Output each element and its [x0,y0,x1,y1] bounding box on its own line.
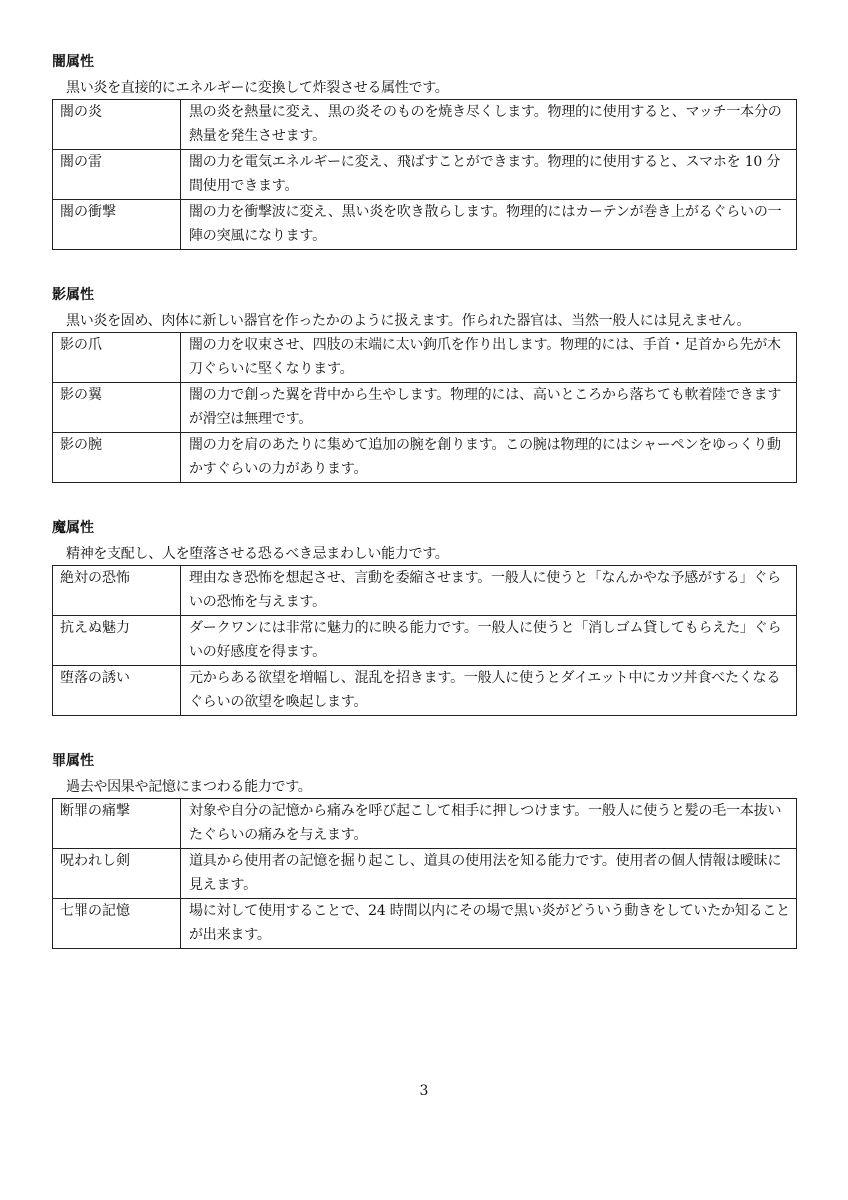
table-row [53,383,797,433]
ability-table [52,798,797,949]
ability-description: 闇の力を収束させ、四肢の末端に太い鉤爪を作り出します。物理的には、手首・足首から先が木刀ぐらいに堅くなります。 [181,333,797,383]
ability-description: 闇の力を電気エネルギーに変え、飛ばすことができます。物理的に使用すると、スマホを 10 分間使用できます。 [181,150,797,200]
ability-description: 対象や自分の記憶から痛みを呼び起こして相手に押しつけます。一般人に使うと髪の毛一本抜いたぐらいの痛みを与えます。 [181,799,797,849]
section-title: 魔属性 [52,520,94,536]
table-row [53,433,797,483]
ability-name: 闇の衝撃 [53,200,181,250]
table-row [53,150,797,200]
section-title: 罪属性 [52,753,94,769]
ability-name: 闇の雷 [53,150,181,200]
section-demon-attribute [52,519,797,716]
section-description: 黒い炎を固め、肉体に新しい器官を作ったかのように扱えます。作られた器官は、当然一般人には見えません。 [66,313,751,329]
ability-description: 道具から使用者の記憶を掘り起こし、道具の使用法を知る能力です。使用者の個人情報は曖昧に見えます。 [181,849,797,899]
section-dark-attribute [52,53,797,250]
section-description: 過去や因果や記憶にまつわる能力です。 [66,779,312,795]
ability-description: 元からある欲望を増幅し、混乱を招きます。一般人に使うとダイエット中にカツ丼食べたくなるぐらいの欲望を喚起します。 [181,666,797,716]
section-shadow-attribute [52,286,797,483]
section-title: 闇属性 [52,54,94,70]
ability-description: 闇の力で創った翼を背中から生やします。物理的には、高いところから落ちても軟着陸できますが滑空は無理です。 [181,383,797,433]
ability-name: 影の翼 [53,383,181,433]
ability-description: ダークワンには非常に魅力的に映る能力です。一般人に使うと「消しゴム貸してもらえた」ぐらいの好感度を得ます。 [181,616,797,666]
ability-description: 黒の炎を熱量に変え、黒の炎そのものを焼き尽くします。物理的に使用すると、マッチ一本分の熱量を発生させます。 [181,100,797,150]
section-description: 精神を支配し、人を堕落させる恐るべき忌まわしい能力です。 [66,546,449,562]
table-row [53,899,797,949]
ability-description: 闇の力を肩のあたりに集めて追加の腕を創ります。この腕は物理的にはシャーペンをゆっくり動かすぐらいの力があります。 [181,433,797,483]
ability-name: 七罪の記憶 [53,899,181,949]
section-sin-attribute [52,752,797,949]
ability-name: 影の腕 [53,433,181,483]
table-row [53,333,797,383]
ability-name: 呪われし剣 [53,849,181,899]
table-row [53,799,797,849]
table-row [53,566,797,616]
ability-table [52,565,797,716]
ability-name: 断罪の痛撃 [53,799,181,849]
section-description: 黒い炎を直接的にエネルギーに変換して炸裂させる属性です。 [66,80,449,96]
section-title: 影属性 [52,287,94,303]
table-row [53,666,797,716]
table-row [53,616,797,666]
ability-name: 影の爪 [53,333,181,383]
ability-name: 堕落の誘い [53,666,181,716]
ability-description: 闇の力を衝撃波に変え、黒い炎を吹き散らします。物理的にはカーテンが巻き上がるぐらいの一陣の突風になります。 [181,200,797,250]
ability-name: 闇の炎 [53,100,181,150]
page-number: 3 [419,1083,429,1099]
ability-description: 場に対して使用することで、24 時間以内にその場で黒い炎がどういう動きをしていたか知ることが出来ます。 [181,899,797,949]
ability-table [52,332,797,483]
ability-description: 理由なき恐怖を想起させ、言動を委縮させます。一般人に使うと「なんかやな予感がする」ぐらいの恐怖を与えます。 [181,566,797,616]
table-row [53,200,797,250]
table-row [53,849,797,899]
ability-name: 抗えぬ魅力 [53,616,181,666]
table-row [53,100,797,150]
ability-name: 絶対の恐怖 [53,566,181,616]
ability-table [52,99,797,250]
